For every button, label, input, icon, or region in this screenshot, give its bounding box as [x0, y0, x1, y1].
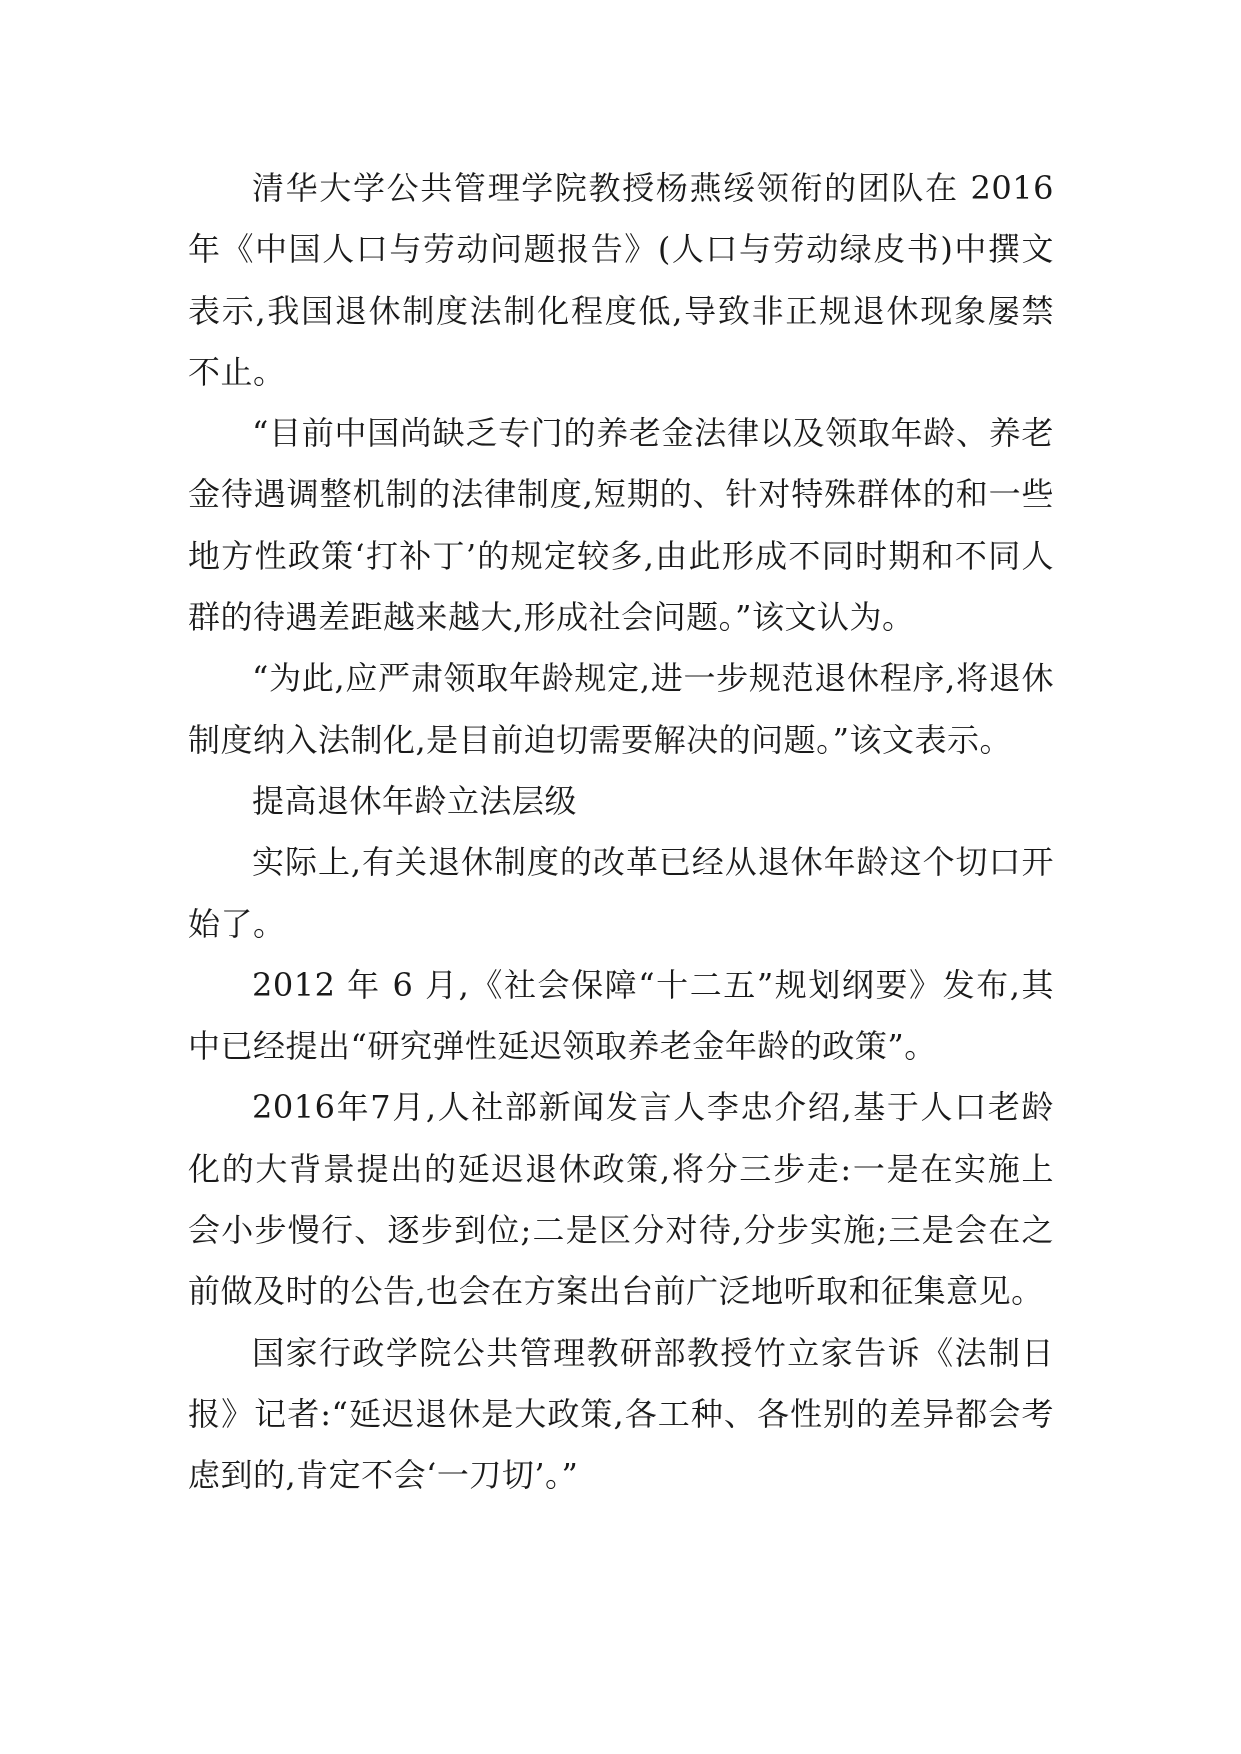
paragraph-6: 2016年7月,人社部新闻发言人李忠介绍,基于人口老龄化的大背景提出的延迟退休政策,将分三步走:一是在实施上会小步慢行、逐步到位;二是区分对待,分步实施;三是会在之前做及时的公告,也会在方案出台前广泛地听取和征集意见。	[188, 1088, 1054, 1311]
paragraph-1: 清华大学公共管理学院教授杨燕绥领衔的团队在 2016 年《中国人口与劳动问题报告》(人口与劳动绿皮书)中撰文表示,我国退休制度法制化程度低,导致非正规退休现象屡禁不止。	[188, 169, 1054, 391]
paragraph-5: 2012 年 6 月,《社会保障“十二五”规划纲要》发布,其中已经提出“研究弹性延迟领取养老金年龄的政策”。	[188, 965, 1054, 1066]
paragraph-2: “目前中国尚缺乏专门的养老金法律以及领取年龄、养老金待遇调整机制的法律制度,短期的、针对特殊群体的和一些地方性政策‘打补丁’的规定较多,由此形成不同时期和不同人群的待遇差距越来越大,形成社会问题。”该文认为。	[188, 414, 1054, 637]
paragraph-4: 实际上,有关退休制度的改革已经从退休年龄这个切口开始了。	[188, 843, 1054, 943]
paragraph-3: “为此,应严肃领取年龄规定,进一步规范退休程序,将退休制度纳入法制化,是目前迫切需要解决的问题。”该文表示。	[188, 659, 1054, 759]
section-heading: 提高退休年龄立法层级	[252, 781, 578, 820]
article-body	[188, 158, 1054, 1507]
paragraph-7: 国家行政学院公共管理教研部教授竹立家告诉《法制日报》记者:“延迟退休是大政策,各工种、各性别的差异都会考虑到的,肯定不会‘一刀切’。”	[188, 1333, 1054, 1495]
